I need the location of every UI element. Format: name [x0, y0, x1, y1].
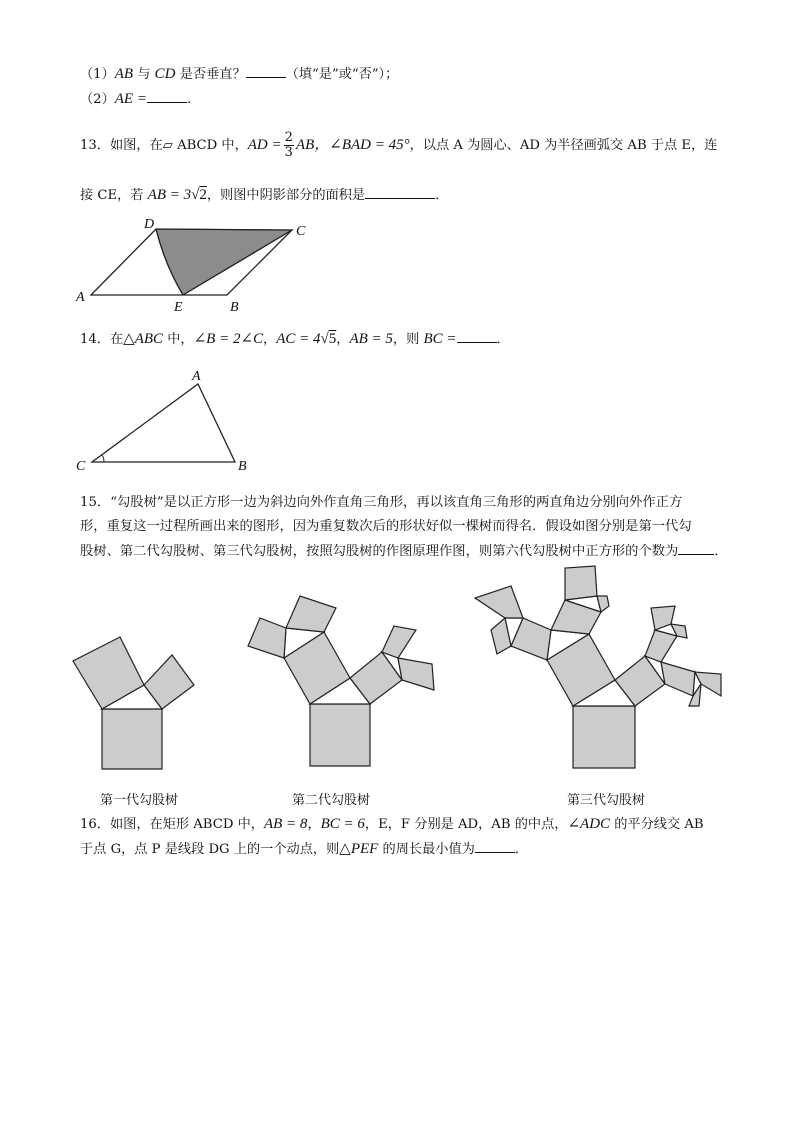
- q13-line2: 接 CE，若 AB = 3√2，则图中阴影部分的面积是 ．: [80, 184, 728, 207]
- tree-square: [565, 566, 597, 600]
- tree-square: [310, 704, 370, 766]
- triangle-abc: [92, 384, 235, 462]
- q12-part1: （1）AB 与 CD 是否垂直？ （填“是”或“否”）；: [80, 63, 728, 86]
- answer-blank[interactable]: [475, 838, 515, 853]
- tree-square: [573, 706, 635, 768]
- q15-line2: 形，重复这一过程所画出来的图形，因为重复数次后的形状好似一棵树而得名．假设如图分别是第一代勾: [80, 519, 692, 534]
- tree-square: [475, 586, 523, 618]
- label-b: B: [238, 459, 247, 474]
- q15-line1: 15．“勾股树”是以正方形一边为斜边向外作直角三角形，再以该直角三角形的两直角边分别向外作正方: [80, 495, 683, 510]
- pythagoras-tree-gen1: [60, 620, 210, 780]
- answer-blank[interactable]: [147, 88, 187, 103]
- caption-gen3: 第三代勾股树: [567, 793, 646, 808]
- answer-blank[interactable]: [678, 540, 714, 555]
- label-c: C: [296, 224, 306, 239]
- tree-square: [286, 596, 336, 632]
- parallelogram-symbol: ▱: [162, 138, 173, 153]
- label-a: A: [76, 290, 85, 305]
- label-c: C: [76, 459, 86, 474]
- sqrt-expr: √2: [191, 187, 207, 203]
- angle-c-mark: [102, 455, 104, 462]
- tree-square: [661, 662, 695, 696]
- answer-blank[interactable]: [246, 63, 286, 78]
- q14-triangle-figure: [70, 366, 270, 476]
- q13-parallelogram-figure: [70, 215, 330, 315]
- pythagoras-tree-gen2: [240, 590, 450, 780]
- caption-gen2: 第二代勾股树: [292, 793, 371, 808]
- pythagoras-tree-gen3: [465, 560, 735, 780]
- q13-line1: 13．如图，在▱ ABCD 中，AD = $\frac{2}{3}$ AB，∠BAD = 45°，以点 A 为圆心、AD 为半径画弧交 AB 于点 E，连: [80, 130, 718, 160]
- label-a: A: [192, 369, 201, 384]
- tree-square: [382, 626, 416, 658]
- fraction: $\frac{2}{3}$: [284, 130, 293, 160]
- q12-part2: （2）AE = .: [80, 88, 728, 111]
- tree-square: [248, 618, 286, 658]
- label-d: D: [144, 217, 155, 232]
- label-e: E: [174, 300, 183, 315]
- sqrt-expr: √5: [320, 331, 337, 347]
- answer-blank[interactable]: [457, 328, 497, 343]
- label-b: B: [230, 300, 239, 315]
- caption-gen1: 第一代勾股树: [100, 793, 179, 808]
- shaded-region: [156, 229, 292, 295]
- q15-line3: 股树、第二代勾股树、第三代勾股树，按照勾股树的作图原理作图，则第六代勾股树中正方形的个数为 ．: [80, 540, 728, 563]
- answer-blank[interactable]: [365, 184, 435, 199]
- q14-line: 14．在△ABC 中，∠B = 2∠C，AC = 4√5，AB = 5，则 BC = ．: [80, 328, 728, 351]
- tree-square: [398, 658, 434, 690]
- q16-line2: 于点 G，点 P 是线段 DG 上的一个动点，则△PEF 的周长最小值为 ．: [80, 838, 728, 861]
- tree-square: [102, 709, 162, 769]
- q16-line1: 16．如图，在矩形 ABCD 中，AB = 8，BC = 6，E，F 分别是 AD，AB 的中点，∠ADC 的平分线交 AB: [80, 816, 704, 832]
